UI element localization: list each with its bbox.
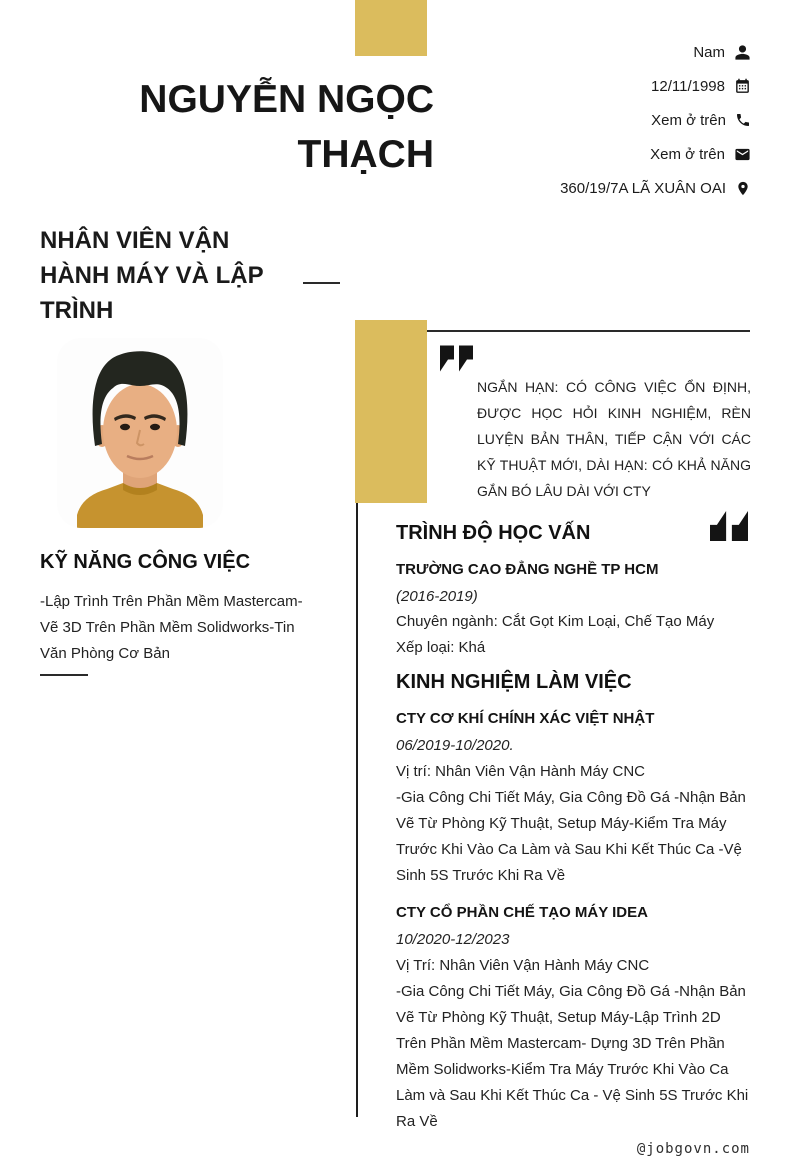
company-name: CTY CỔ PHẦN CHẾ TẠO MÁY IDEA xyxy=(396,904,648,921)
contact-address xyxy=(560,171,751,205)
skills-text: -Lập Trình Trên Phần Mềm Mastercam-Vẽ 3D Trên Phần Mềm Solidworks-Tin Văn Phòng Cơ Bản xyxy=(40,593,303,662)
job-entry-2 xyxy=(396,902,752,1135)
title-underline xyxy=(303,282,340,284)
skills-heading: KỸ NĂNG CÔNG VIỆC xyxy=(40,551,251,573)
education-grade: Xếp loại: Khá xyxy=(396,639,486,656)
contact-email xyxy=(560,137,751,171)
job-title: NHÂN VIÊN VẬN HÀNH MÁY VÀ LẬP TRÌNH xyxy=(40,227,264,324)
education-heading: TRÌNH ĐỘ HỌC VẤN xyxy=(396,522,591,544)
phone-value: Xem ở trên xyxy=(651,111,726,129)
quote-top-line xyxy=(427,330,750,332)
job-description: -Gia Công Chi Tiết Máy, Gia Công Đồ Gá -Nhận Bản Vẽ Từ Phòng Kỹ Thuật, Setup Máy-Lập Trình 2D Trên Phần Mềm Mastercam- Dựng 3D Trên Phần Mềm Solidworks-Kiểm Tra Máy Trước Khi Vào Ca Làm và Sau Khi Kết Thúc Ca - Vệ Sinh 5S Trước Khi Ra Về xyxy=(396,983,749,1130)
job-description: -Gia Công Chi Tiết Máy, Gia Công Đồ Gá -Nhận Bản Vẽ Từ Phòng Kỹ Thuật, Setup Máy-Kiểm Tra Máy Trước Khi Vào Ca Làm và Sau Khi Kết Thúc Ca -Vệ Sinh 5S Trước Khi Ra Về xyxy=(396,789,746,884)
job-period: 10/2020-12/2023 xyxy=(396,931,510,948)
education-major: Chuyên ngành: Cắt Gọt Kim Loại, Chế Tạo Máy xyxy=(396,613,715,630)
education-period: (2016-2019) xyxy=(396,588,478,605)
email-value: Xem ở trên xyxy=(650,145,725,163)
school-name: TRƯỜNG CAO ĐẲNG NGHỀ TP HCM xyxy=(396,561,659,578)
location-icon xyxy=(735,180,751,197)
job-entry-1 xyxy=(396,708,752,889)
profile-photo xyxy=(57,338,223,528)
mail-icon xyxy=(734,146,751,163)
skills-underline xyxy=(40,674,88,676)
experience-heading: KINH NGHIỆM LÀM VIỆC xyxy=(396,671,632,693)
candidate-name: NGUYỄN NGỌC THẠCH xyxy=(139,78,434,176)
gold-accent-top xyxy=(355,0,427,56)
birthdate-value: 12/11/1998 xyxy=(651,77,725,95)
right-column-divider xyxy=(356,503,358,1117)
career-objective: NGẮN HẠN: CÓ CÔNG VIỆC ỔN ĐỊNH, ĐƯỢC HỌC HỎI KINH NGHIỆM, RÈN LUYỆN BẢN THÂN, TIẾP CẬN VỚI CÁC KỸ THUẬT MỚI, DÀI HẠN: CÓ KHẢ NĂNG GẮN BÓ LÂU DÀI VỚI CTY xyxy=(477,379,751,499)
job-period: 06/2019-10/2020. xyxy=(396,737,514,754)
calendar-icon xyxy=(734,78,751,95)
job-position: Vị Trí: Nhân Viên Vận Hành Máy CNC xyxy=(396,957,650,974)
person-icon xyxy=(734,44,751,61)
skills-section xyxy=(40,548,320,667)
job-position: Vị trí: Nhân Viên Vận Hành Máy CNC xyxy=(396,763,646,780)
experience-section xyxy=(396,668,752,1148)
site-watermark: @jobgovn.com xyxy=(636,1141,750,1157)
education-section xyxy=(396,519,752,661)
gender-value: Nam xyxy=(693,43,725,61)
gold-accent-quote xyxy=(355,320,427,503)
contact-gender xyxy=(560,35,751,69)
phone-icon xyxy=(735,112,751,128)
contact-birthdate xyxy=(560,69,751,103)
address-value: 360/19/7A LÃ XUÂN OAI xyxy=(560,179,726,197)
company-name: CTY CƠ KHÍ CHÍNH XÁC VIỆT NHẬT xyxy=(396,710,655,727)
contact-phone xyxy=(560,103,751,137)
contact-info xyxy=(560,35,751,205)
quote-open-icon xyxy=(440,345,473,377)
